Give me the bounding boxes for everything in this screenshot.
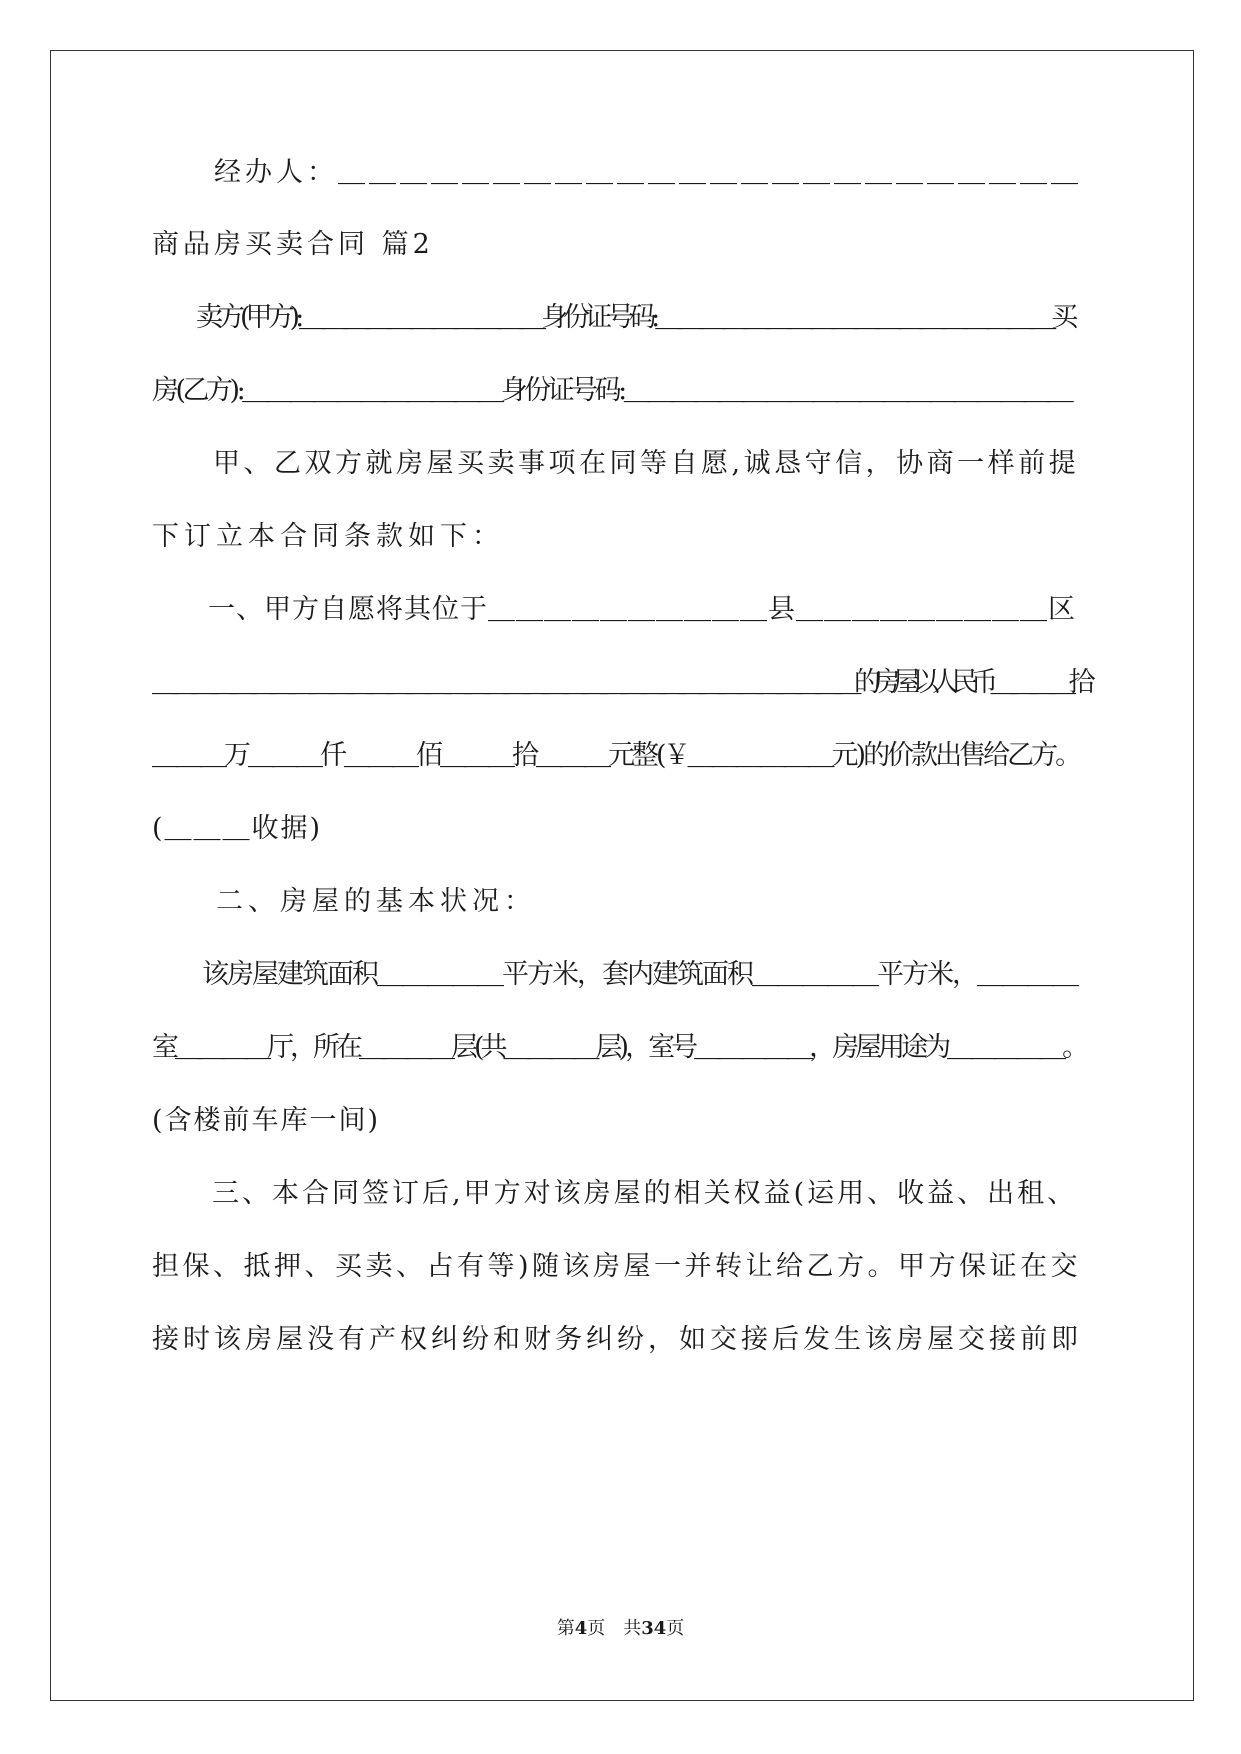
- text-line-preamble-1: 甲、乙双方就房屋买卖事项在同等自愿,诚恳守信，协商一样前提: [152, 448, 1080, 479]
- text-line-clause1-2: ＿＿＿＿＿＿＿＿＿＿＿＿＿＿＿＿＿＿＿＿＿＿＿＿＿＿＿＿＿＿＿＿＿＿＿＿的房屋以人民币＿＿＿＿拾: [152, 667, 1088, 698]
- text-line-clause3-2: 担保、抵押、买卖、占有等)随该房屋一并转让给乙方。甲方保证在交: [152, 1251, 1082, 1282]
- text-line-clause1-3: ＿＿＿万＿＿＿仟＿＿＿佰＿＿＿拾＿＿＿元整(￥＿＿＿＿＿＿元)的价款出售给乙方。: [152, 740, 1080, 771]
- footer-prefix: 第: [556, 1618, 575, 1639]
- text-line-clause2-2: 室＿＿＿＿厅，所在＿＿＿＿层(共＿＿＿＿层)，室号＿＿＿＿＿，房屋用途为＿＿＿＿＿。: [152, 1032, 1086, 1063]
- footer-suffix: 页: [666, 1618, 685, 1639]
- text-line-preamble-2: 下订立本合同条款如下：: [152, 521, 504, 552]
- footer-total-pages: 34: [641, 1618, 667, 1639]
- footer-page-number: 4: [574, 1618, 588, 1639]
- text-line-clause1-4: (＿＿＿收据): [152, 813, 323, 844]
- page-footer: [0, 1617, 1241, 1641]
- text-line-clause2-3: (含楼前车库一间): [152, 1105, 381, 1136]
- text-line-seller: 卖方(甲方):＿＿＿＿＿＿＿＿＿＿＿身份证号码:＿＿＿＿＿＿＿＿＿＿＿＿＿＿＿＿＿＿买: [152, 302, 1074, 333]
- text-line-clause2-1: 该房屋建筑面积＿＿＿＿＿平方米，套内建筑面积＿＿＿＿＿平方米，＿＿＿＿: [152, 959, 1077, 990]
- footer-mid: 页 共: [587, 1618, 642, 1639]
- text-line-clause3-1: 三、本合同签订后,甲方对该房屋的相关权益(运用、收益、出租、: [152, 1178, 1078, 1209]
- text-line-agent: 经办人：＿＿＿＿＿＿＿＿＿＿＿＿＿＿＿＿＿＿＿＿＿＿＿＿: [152, 157, 1082, 188]
- page-border: [50, 50, 1194, 1701]
- text-line-clause3-3: 接时该房屋没有产权纠纷和财务纠纷，如交接后发生该房屋交接前即: [152, 1324, 1082, 1355]
- section-heading: 商品房买卖合同 篇2: [152, 229, 434, 260]
- text-line-buyer: 房(乙方):＿＿＿＿＿＿＿＿＿＿＿身份证号码:＿＿＿＿＿＿＿＿＿＿＿＿＿＿＿＿＿＿＿: [152, 375, 1071, 406]
- text-line-clause1-1: 一、甲方自愿将其位于＿＿＿＿＿＿＿＿＿＿县＿＿＿＿＿＿＿＿＿区: [152, 594, 1076, 625]
- text-line-clause2-title: 二、房屋的基本状况：: [152, 886, 536, 917]
